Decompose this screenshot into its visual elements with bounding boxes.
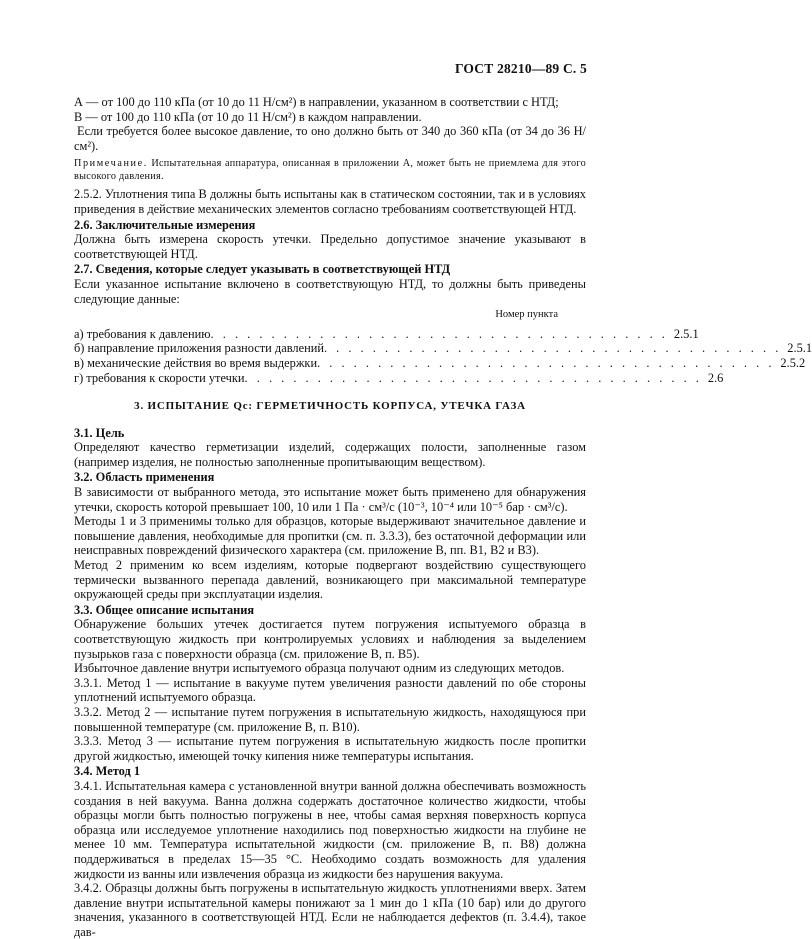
paragraph-3-3-1: 3.3.1. Метод 1 — испытание в вакууме путем увеличения разности давлений по обе стороны уплотнений испытуемого образца. [74, 675, 586, 705]
paragraph-2-7: Если указанное испытание включено в соответствующую НТД, то должны быть приведены следующие данные: [74, 276, 586, 306]
paragraph-3-1: Определяют качество герметизации изделий, содержащих полости, заполненные газом (например изделия, не полностью заполненные пропитывающим веществом). [74, 440, 586, 469]
paragraph-3-2-a: В зависимости от выбранного метода, это испытание может быть применено для обнаружения утечки, скорость которой превышает 100, 10 или 1 Па · см³/с (10⁻³, 10⁻⁴ или 10⁻⁵ бар · см³/с). [74, 485, 586, 514]
list-item [74, 370, 724, 386]
heading-3-4: 3.4. Метод 1 [74, 764, 141, 779]
paragraph-3-4-2: 3.4.2. Образцы должны быть погружены в испытательную жидкость уплотнениями вверх. Затем давление внутри испытательной камеры понижают за 1 мин до 1 кПа (10 бар) или до другого значения, указанного в соответствующей НТД. Если не наблюдается дефектов (п. 3.4.4), такое дав- [74, 881, 586, 939]
list-item-label: а) требования к давлению [74, 326, 211, 341]
note [74, 157, 586, 183]
list-item-number: 2.6 [707, 370, 724, 385]
paragraph-line-a: А — от 100 до 110 кПа (от 10 до 11 Н/см²) в направлении, указанном в соответствии с НТД; [74, 95, 559, 109]
leader-dots: . . . . . . . . . . . . . . . . . . . . . . . . . . . . . . . . . . . . . . [323, 341, 782, 356]
heading-3-2: 3.2. Область применения [74, 470, 215, 485]
list-item [74, 355, 806, 371]
list-item-number: 2.5.2 [780, 355, 806, 370]
heading-3-1: 3.1. Цель [74, 425, 125, 440]
leader-dots: . . . . . . . . . . . . . . . . . . . . . . . . . . . . . . . . . . . . . . [244, 370, 702, 385]
list-item-number: 2.5.1 [673, 326, 699, 341]
note-label: Примечание. [74, 158, 148, 170]
page-header: ГОСТ 28210—89 С. 5 [454, 61, 587, 76]
paragraph-3-3-b: Избыточное давление внутри испытуемого образца получают одним из следующих методов. [74, 661, 565, 676]
list-item-label: г) требования к скорости утечки [74, 370, 245, 385]
list-item-label: в) механические действия во время выдержки [74, 355, 318, 370]
section-title: 3. ИСПЫТАНИЕ Qc: ГЕРМЕТИЧНОСТЬ КОРПУСА, УТЕЧКА ГАЗА [134, 400, 526, 413]
paragraph-3-3-3: 3.3.3. Метод 3 — испытание путем погружения в испытательную жидкость после пропитки другой жидкостью, имеющей точку кипения ниже температуры испытания. [74, 734, 586, 763]
paragraph-2-5-2: 2.5.2. Уплотнения типа В должны быть испытаны как в статическом состоянии, так и в условиях приведения в действие механических элементов согласно требованиям соответствующей НТД. [74, 187, 586, 216]
paragraph-pressure: Если требуется более высокое давление, то оно должно быть от 340 до 360 кПа (от 34 до 36 Н/см²). [74, 124, 586, 153]
heading-3-3: 3.3. Общее описание испытания [74, 602, 255, 617]
heading-2-6: 2.6. Заключительные измерения [74, 217, 256, 232]
toc-list [74, 326, 812, 385]
leader-dots: . . . . . . . . . . . . . . . . . . . . . . . . . . . . . . . . . . . . . . [317, 355, 775, 370]
list-item [74, 326, 699, 342]
paragraph-3-3-a: Обнаружение больших утечек достигается путем погружения испытуемого образца в соответствующую жидкость при контролируемых условиях и наблюдения за выделением пузырьков газа с поверхности образца (см. приложение В, п. В5). [74, 617, 586, 661]
paragraph-3-2-c: Метод 2 применим ко всем изделиям, которые подвергают воздействию существующего термически вызванного перепада давлений, возникающего при максимальной температуре окружающей среды при эксплуатации изделия. [74, 558, 586, 602]
paragraph-3-2-b: Методы 1 и 3 применимы только для образцов, которые выдерживают значительное давление и повышение давления, необходимые для пропитки (см. п. 3.3.3), без остаточной деформации или неисправных повреждений физического характера (см. приложение В, пп. В1, В2 и В3). [74, 514, 586, 558]
paragraph-line-b: В — от 100 до 110 кПа (от 10 до 11 Н/см²) в каждом направлении. [74, 109, 422, 124]
paragraph-3-3-2: 3.3.2. Метод 2 — испытание путем погружения в испытательную жидкость, находящуюся при повышенной температуре (см. приложение В, п. В10). [74, 704, 586, 734]
note-text: Испытательная аппаратура, описанная в приложении А, может быть не приемлема для этого высокого давления. [74, 158, 586, 183]
heading-2-7: 2.7. Сведения, которые следует указывать в соответствующей НТД [74, 262, 451, 277]
number-column-header: Номер пункта [495, 309, 558, 321]
paragraph-3-4-1: 3.4.1. Испытательная камера с установленной внутри ванной должна обеспечивать возможность создания в ней вакуума. Ванна должна содержать достаточное количество жидкости, чтобы образцы могли быть полностью погружены в нее, чтобы самая верхняя поверхность корпуса образца или исследуемое уплотнение находились под поверхностью жидкости на глубине не менее 10 мм. Температура испытательной жидкости (см. приложение В, п. В8) должна поддерживаться в пределах 15—35 °С. Необходимо создать возможность для удаления жидкости из ванны или извлечения образца из жидкости без нарушения вакуума. [74, 778, 586, 881]
leader-dots: . . . . . . . . . . . . . . . . . . . . . . . . . . . . . . . . . . . . . . [210, 326, 668, 341]
paragraph-2-6: Должна быть измерена скорость утечки. Предельно допустимое значение указывают в соответствующей НТД. [74, 232, 586, 261]
list-item-number: 2.5.1 [787, 341, 812, 356]
document-body [74, 95, 812, 939]
list-item [74, 341, 812, 356]
list-item-label: б) направление приложения разности давлений [74, 341, 324, 356]
